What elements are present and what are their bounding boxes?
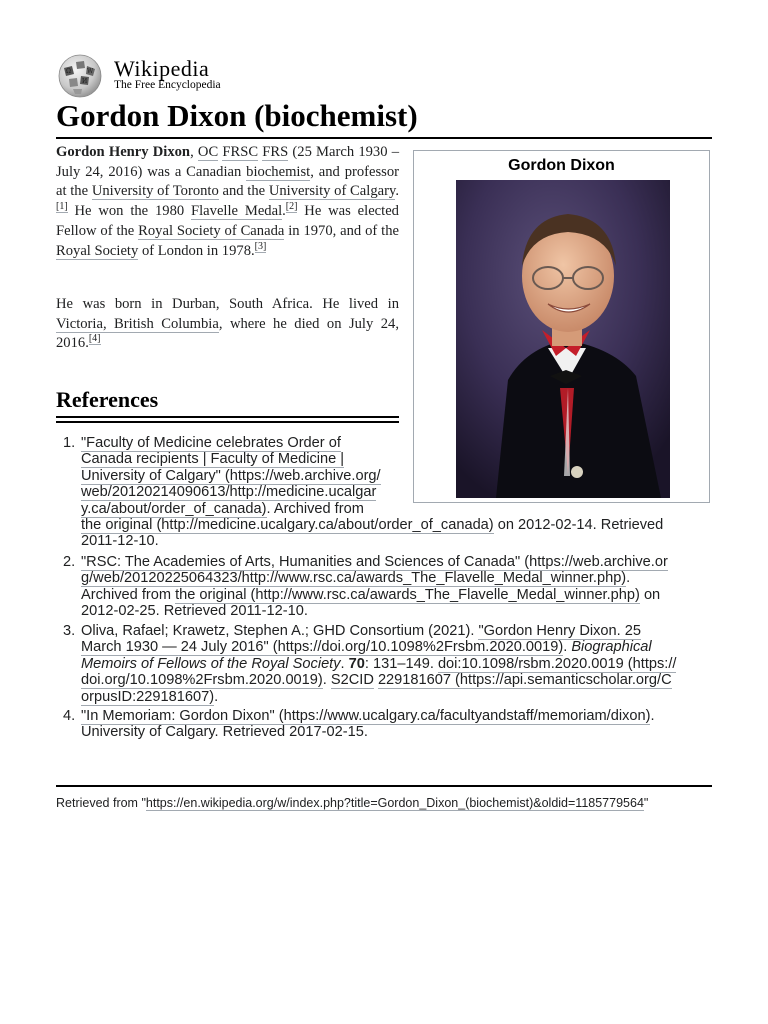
- reference-link[interactable]: y.ca/about/order_of_canada): [81, 500, 267, 517]
- reference-text: Oliva, Rafael; Krawetz, Stephen A.; GHD Consortium (2021).: [81, 623, 479, 639]
- citation-4-link[interactable]: [4]: [88, 333, 101, 345]
- lead-text: (25 March 1930 – July 24, 2016) was a Canadian: [56, 144, 399, 180]
- para-text: He was born in Durban, South Africa. He lived in: [56, 296, 399, 312]
- lead-text: and the: [218, 183, 269, 200]
- lead-text: in 1970, and of the: [284, 222, 399, 239]
- reference-link[interactable]: g/web/20120225064323/http://www.rsc.ca/awards_The_Flavelle_Medal_winner.php): [81, 570, 627, 587]
- reference-text: : 131–149.: [364, 655, 438, 672]
- reference-text: .: [340, 655, 349, 672]
- reference-text: 2011-12-10.: [81, 533, 159, 550]
- reference-text: 2012-02-25. Retrieved 2011-12-10.: [81, 603, 308, 620]
- title-divider: [56, 137, 712, 139]
- post-nominal-frsc-link[interactable]: FRSC: [222, 144, 259, 160]
- reference-text: .: [214, 688, 219, 705]
- subject-name: Gordon Henry Dixon: [56, 144, 191, 160]
- archive-original-link[interactable]: the original (http://medicine.ucalgary.ca/about/order_of_canada): [81, 516, 494, 533]
- reference-text: . Archived from: [266, 500, 364, 517]
- lead-text: ,: [190, 144, 198, 160]
- citation-1-link[interactable]: [1]: [56, 201, 68, 213]
- reference-link[interactable]: web/20120214090613/http://medicine.ucalgar: [81, 484, 377, 501]
- references-divider: [56, 416, 399, 418]
- wikipedia-tagline: The Free Encyclopedia: [114, 79, 221, 91]
- reference-link[interactable]: "In Memoriam: Gordon Dixon" (https://www.ucalgary.ca/facultyandstaff/memoriam/dixon): [81, 708, 651, 724]
- reference-number: 2.: [63, 554, 76, 570]
- lead-text: of London in 1978.: [138, 242, 255, 259]
- semantic-scholar-link[interactable]: orpusID:229181607): [81, 688, 215, 705]
- retrieved-suffix: ": [643, 796, 649, 810]
- reference-text: on 2012-02-14. Retrieved: [493, 516, 664, 533]
- reference-number: 4.: [63, 708, 76, 724]
- lead-paragraph: Gordon Henry Dixon, OC FRSC FRS (25 March 1930 – July 24, 2016) was a Canadian biochemist, and professor at the University of Toronto and the University of Calgary.[1] He won the 1980 Flavelle Medal.[2] He was elected Fellow of the Royal Society of Canada in 1970, and of the Royal Society of London in 1978.[3]: [56, 144, 399, 259]
- reference-link[interactable]: "Faculty of Medicine celebrates Order of: [81, 435, 341, 451]
- references-heading: References: [56, 387, 159, 412]
- reference-link[interactable]: University of Calgary" (https://web.archive.org/: [81, 467, 381, 484]
- retrieved-prefix: Retrieved from ": [56, 796, 146, 810]
- biochemist-link[interactable]: biochemist: [246, 163, 311, 180]
- para-text: , where he died on July 24, 2016.: [56, 315, 399, 352]
- reference-text: .: [650, 708, 655, 724]
- volume-number: 70: [348, 655, 365, 672]
- semantic-scholar-link[interactable]: 229181607 (https://api.semanticscholar.org/C: [377, 672, 672, 689]
- lead-text: He won the 1980: [67, 203, 191, 220]
- biography-paragraph: [56, 295, 399, 354]
- reference-text: .: [626, 570, 631, 587]
- journal-title: Biographical: [571, 639, 652, 656]
- reference-number: 1.: [63, 435, 76, 451]
- retrieved-from: [56, 796, 648, 810]
- journal-title: Memoirs of Fellows of the Royal Society: [81, 655, 341, 672]
- reference-text: .: [322, 672, 331, 689]
- references-divider: [56, 421, 399, 423]
- svg-text:И: И: [82, 78, 88, 85]
- citation-3-link[interactable]: [3]: [254, 240, 267, 252]
- retrieved-url-link[interactable]: https://en.wikipedia.org/w/index.php?title=Gordon_Dixon_(biochemist)&oldid=1185779564: [145, 796, 644, 810]
- reference-text: on: [639, 586, 661, 603]
- victoria-bc-link[interactable]: Victoria, British Columbia: [56, 315, 219, 332]
- wikipedia-logo[interactable]: [56, 54, 316, 98]
- s2cid-link[interactable]: S2CID: [330, 672, 374, 689]
- lead-text: , and professor at the: [56, 163, 399, 200]
- citation-2-link[interactable]: [2]: [285, 201, 298, 213]
- university-of-toronto-link[interactable]: University of Toronto: [91, 183, 219, 200]
- doi-link[interactable]: doi:10.1098/rsbm.2020.0019 (https://: [437, 655, 677, 672]
- wikipedia-globe-icon: [56, 54, 104, 98]
- lead-text: He was elected Fellow of the: [56, 203, 399, 239]
- wikipedia-wordmark: Wikipedia: [114, 56, 210, 81]
- reference-link[interactable]: "RSC: The Academies of Arts, Humanities and Sciences of Canada" (https://web.archive.or: [81, 554, 668, 570]
- reference-link[interactable]: Canada recipients | Faculty of Medicine |: [81, 451, 345, 468]
- university-of-calgary-link[interactable]: University of Calgary: [268, 183, 396, 200]
- reference-text: Archived from: [81, 586, 176, 603]
- archive-original-link[interactable]: the original (http://www.rsc.ca/awards_The_Flavelle_Medal_winner.php): [175, 586, 640, 603]
- reference-number: 3.: [63, 623, 76, 639]
- page-title: Gordon Dixon (biochemist): [56, 98, 418, 133]
- doi-link[interactable]: doi.org/10.1098%2Frsbm.2020.0019): [81, 672, 323, 689]
- flavelle-medal-link[interactable]: Flavelle Medal: [191, 203, 283, 220]
- footer-divider: [56, 785, 712, 787]
- reference-item: [63, 623, 713, 705]
- reference-item: [63, 708, 713, 741]
- post-nominal-frs-link[interactable]: FRS: [262, 144, 289, 160]
- reference-item: [63, 435, 713, 550]
- svg-text:W: W: [87, 68, 94, 75]
- reference-item: [63, 554, 713, 620]
- reference-text: .: [563, 639, 572, 656]
- reference-link[interactable]: "Gordon Henry Dixon. 25: [478, 623, 642, 639]
- post-nominal-oc-link[interactable]: OC: [197, 144, 219, 160]
- reference-link[interactable]: March 1930 — 24 July 2016" (https://doi.org/10.1098%2Frsbm.2020.0019): [81, 639, 564, 656]
- infobox-title: Gordon Dixon: [508, 157, 615, 174]
- royal-society-link[interactable]: Royal Society: [56, 242, 139, 259]
- royal-society-of-canada-link[interactable]: Royal Society of Canada: [138, 222, 285, 239]
- reference-text: University of Calgary. Retrieved 2017-02-15.: [81, 724, 368, 741]
- svg-text:Ω: Ω: [66, 68, 71, 75]
